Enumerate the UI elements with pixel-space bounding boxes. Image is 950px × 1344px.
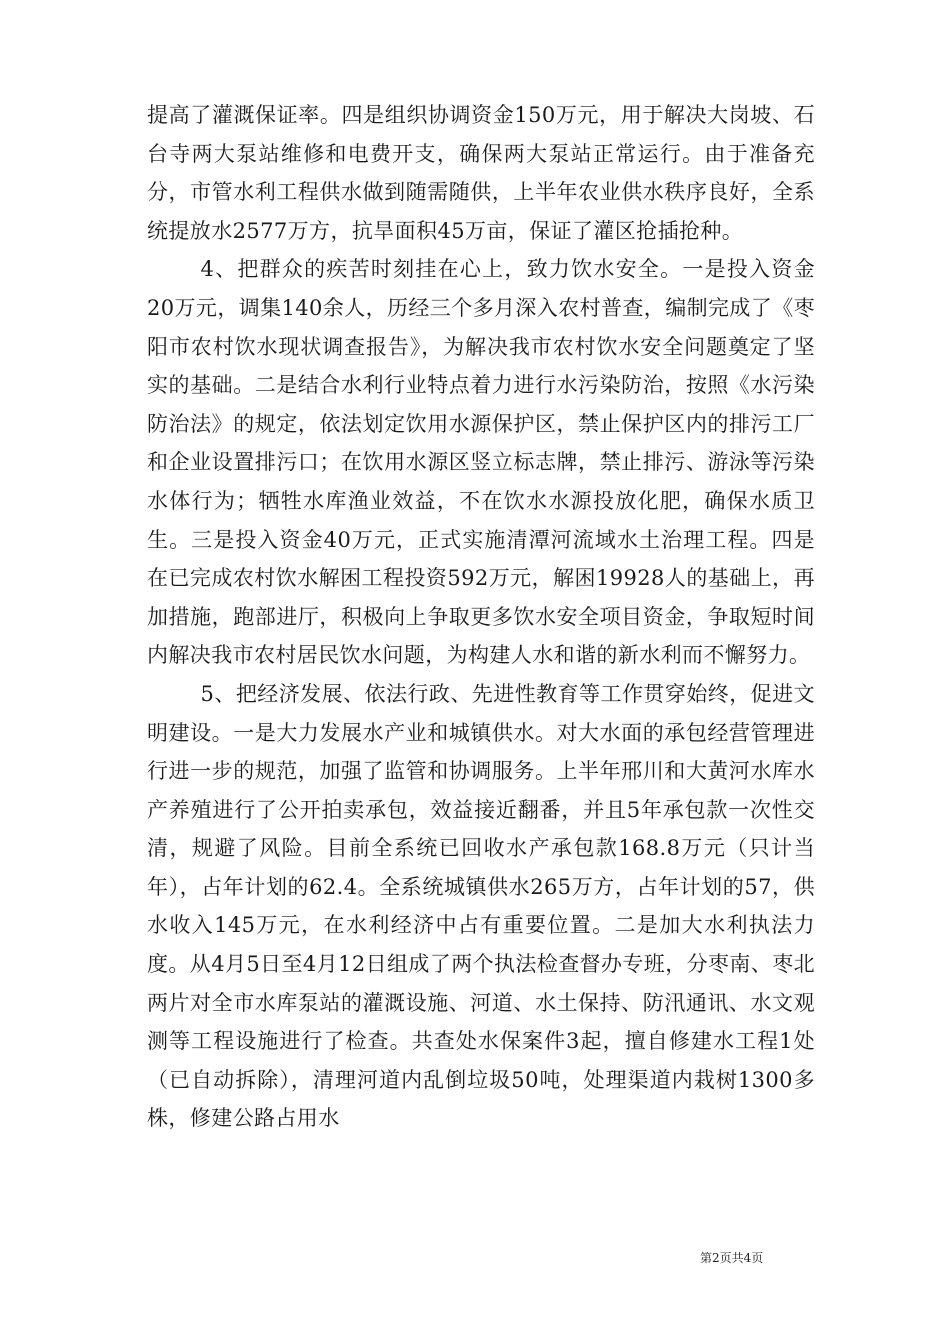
paragraph-continuation: 提高了灌溉保证率。四是组织协调资金150万元，用于解决大岗坡、石台寺两大泵站维修和电费开支，确保两大泵站正常运行。由于准备充分，市管水利工程供水做到随需随供，上半年农业供水秩序良好，全系统提放水2577万方，抗旱面积45万亩，保证了灌区抢插抢种。 [147,103,815,243]
paragraph-item-5: 5、把经济发展、依法行政、先进性教育等工作贯穿始终，促进文明建设。一是大力发展水产业和城镇供水。对大水面的承包经营管理进行进一步的规范，加强了监管和协调服务。上半年邢川和大黄河水库水产养殖进行了公开拍卖承包，效益接近翻番，并且5年承包款一次性交清，规避了风险。目前全系统已回收水产承包款168.8万元（只计当年），占年计划的62.4。全系统城镇供水265万方，占年计划的57，供水收入145万元，在水利经济中占有重要位置。二是加大水利执法力度。从4月5日至4月12日组成了两个执法检查督办专班，分枣南、枣北两片对全市水库泵站的灌溉设施、河道、水土保持、防汛通讯、水文观测等工程设施进行了检查。共查处水保案件3起，擅自修建水工程1处（已自动拆除），清理河道内乱倒垃圾50吨，处理渠道内栽树1300多株，修建公路占用水 [147,681,816,1131]
page-number-footer: 第2页共4页 [700,1251,764,1265]
paragraph-item-4: 4、把群众的疾苦时刻挂在心上，致力饮水安全。一是投入资金20万元，调集140余人，历经三个多月深入农村普查，编制完成了《枣阳市农村饮水现状调查报告》，为解决我市农村饮水安全问题奠定了坚实的基础。二是结合水利行业特点着力进行水污染防治，按照《水污染防治法》的规定，依法划定饮用水源保护区，禁止保护区内的排污工厂和企业设置排污口；在饮用水源区竖立标志牌，禁止排污、游泳等污染水体行为；牺牲水库渔业效益，不在饮水水源投放化肥，确保水质卫生。三是投入资金40万元，正式实施清潭河流域水土治理工程。四是在已完成农村饮水解困工程投资592万元，解困19928人的基础上，再加措施，跑部进厅，积极向上争取更多饮水安全项目资金，争取短时间内解决我市农村居民饮水问题，为构建人水和谐的新水利而不懈努力。 [147,257,816,668]
document-body [147,96,815,1138]
